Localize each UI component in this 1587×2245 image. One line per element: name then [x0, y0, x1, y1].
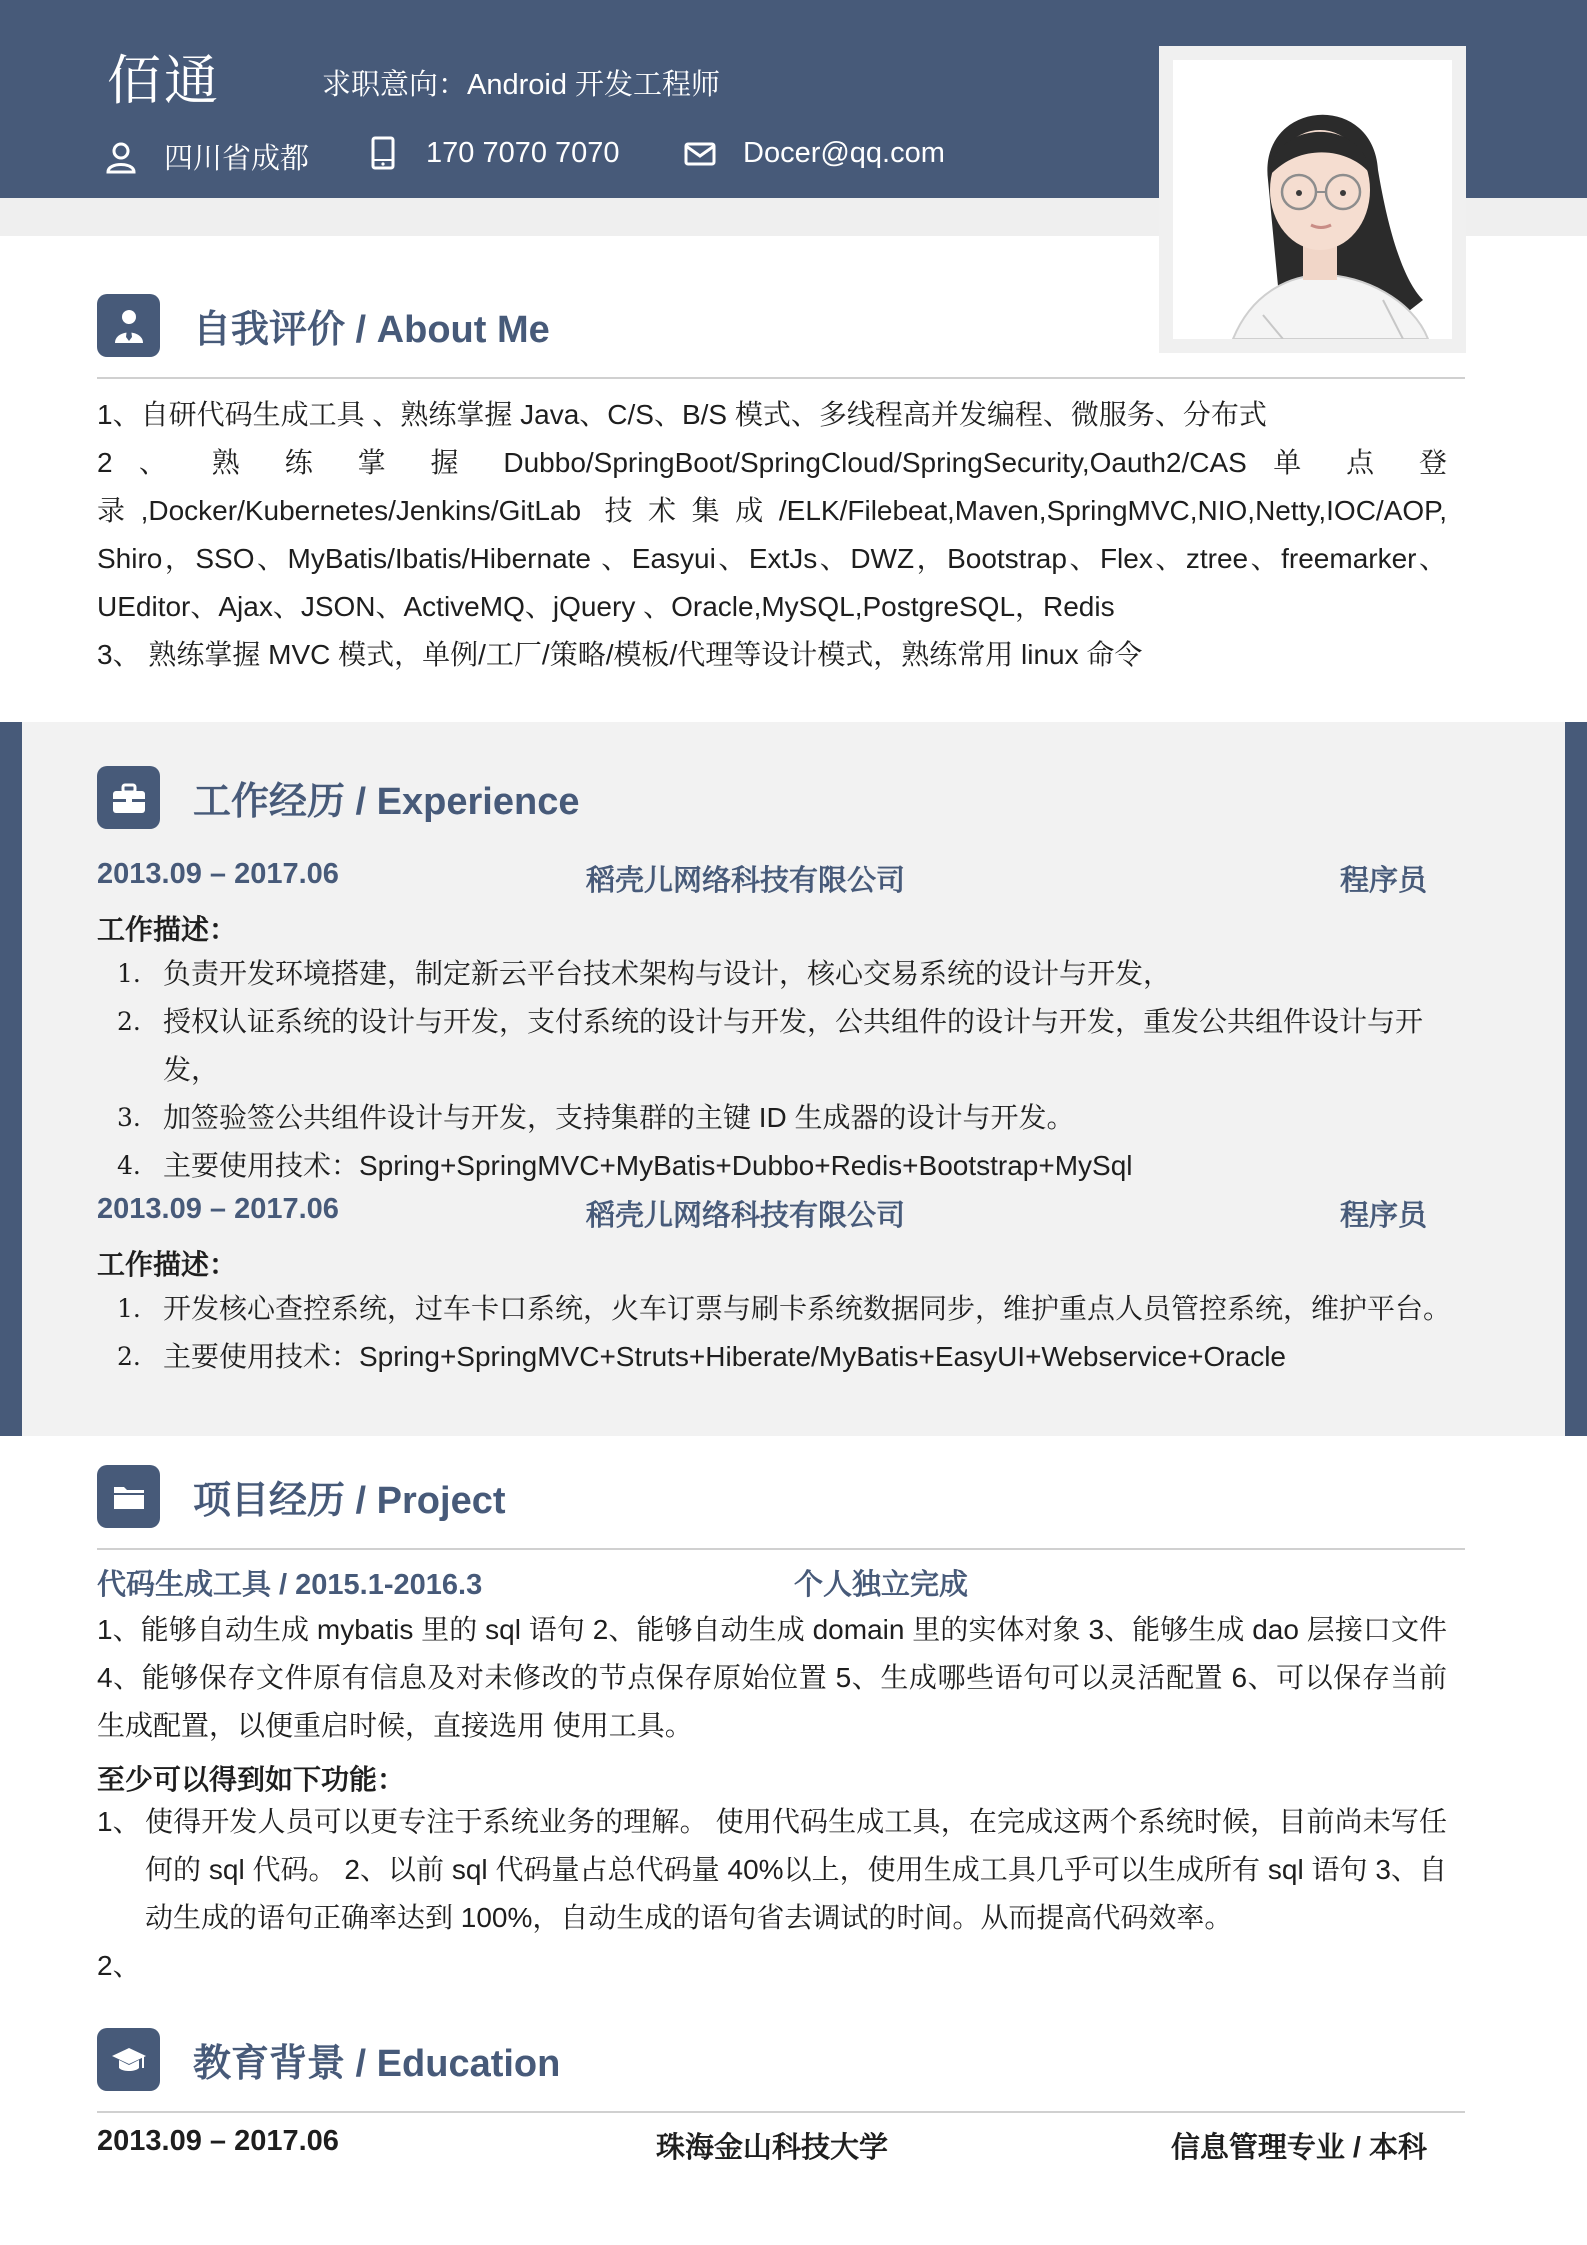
job-period: 2013.09 – 2017.06 — [97, 858, 339, 890]
list-item: 1. 负责开发环境搭建，制定新云平台技术架构与设计，核心交易系统的设计与开发， — [117, 958, 1172, 989]
location-text: 四川省成都 — [164, 143, 310, 175]
candidate-name: 佰通 — [107, 51, 221, 111]
phone-text: 170 7070 7070 — [426, 136, 620, 169]
section-title-experience: 工作经历 / Experience — [193, 781, 580, 823]
project-gain-label: 至少可以得到如下功能： — [97, 1764, 406, 1795]
contact-location — [104, 136, 309, 177]
job-intent: 求职意向：Android 开发工程师 — [322, 69, 721, 101]
job-company: 稻壳儿网络科技有限公司 — [586, 1200, 906, 1232]
edu-major: 信息管理专业 / 本科 — [1170, 2132, 1427, 2164]
about-line-5: UEditor、Ajax、JSON、ActiveMQ、jQuery 、Oracle,MySQL,PostgreSQL，Redis — [97, 591, 1115, 622]
job-header — [97, 1193, 1427, 1237]
project-name-period: 代码生成工具 / 2015.1-2016.3 — [97, 1569, 483, 1601]
about-line-1: 1、自研代码生成工具 、熟练掌握 Java、C/S、B/S 模式、多线程高并发编程、微服务、分布式 — [97, 399, 1267, 430]
band-accent-right — [1565, 722, 1587, 1436]
user-tie-icon — [97, 294, 160, 357]
job-period: 2013.09 – 2017.06 — [97, 1193, 339, 1225]
section-title-project: 项目经历 / Project — [193, 1480, 506, 1522]
divider — [97, 2111, 1465, 2113]
job-duties — [97, 1285, 1457, 1381]
avatar — [1173, 60, 1452, 339]
divider — [97, 1548, 1465, 1550]
job-duties — [97, 950, 1457, 1190]
education-row — [97, 2125, 1427, 2169]
project-gain-2: 2、 — [97, 1950, 141, 1981]
job-header — [97, 858, 1427, 902]
job-company: 稻壳儿网络科技有限公司 — [586, 865, 906, 897]
section-title-education: 教育背景 / Education — [193, 2043, 561, 2085]
project-description: 1、能够自动生成 mybatis 里的 sql 语句 2、能够自动生成 domain 里的实体对象 3、能够生成 dao 层接口文件 4、能够保存文件原有信息及对未修改的节点保存原始位置 5、生成哪些语句可以灵活配置 6、可以保存当前生成配置，以便重启时候，直接选用 使用工具。 — [97, 1614, 1447, 1741]
about-line-6: 3、 熟练掌握 MVC 模式，单例/工厂/策略/模板/代理等设计模式，熟练常用 linux 命令 — [97, 639, 1143, 670]
divider — [97, 377, 1465, 379]
list-item: 4. 主要使用技术：Spring+SpringMVC+MyBatis+Dubbo+Redis+Bootstrap+MySql — [117, 1150, 1133, 1181]
contact-phone — [366, 136, 620, 170]
job-desc-label: 工作描述： — [97, 1249, 238, 1280]
mail-icon — [683, 136, 717, 170]
briefcase-icon — [97, 766, 160, 829]
person-icon — [104, 140, 138, 174]
project-gain-list — [97, 1798, 1447, 1942]
contact-email — [683, 136, 945, 170]
list-item: 2. 授权认证系统的设计与开发，支付系统的设计与开发，公共组件的设计与开发，重发公共组件设计与开发， — [117, 1006, 1424, 1085]
edu-period: 2013.09 – 2017.06 — [97, 2125, 339, 2157]
edu-school: 珠海金山科技大学 — [656, 2132, 889, 2164]
project-header — [97, 1562, 1427, 1606]
about-line-2: 2 、 熟 练 掌 握 Dubbo/SpringBoot/SpringCloud/SpringSecurity,Oauth2/CAS 单 点 登 — [97, 447, 1447, 478]
list-item: 3. 加签验签公共组件设计与开发，支持集群的主键 ID 生成器的设计与开发。 — [117, 1102, 1075, 1133]
graduation-cap-icon — [97, 2028, 160, 2091]
band-accent-left — [0, 722, 22, 1436]
folder-icon — [97, 1465, 160, 1528]
photo-frame — [1159, 46, 1466, 353]
list-item: 1、 使得开发人员可以更专注于系统业务的理解。 使用代码生成工具，在完成这两个系统时候，目前尚未写任何的 sql 代码。 2、以前 sql 代码量占总代码量 40%以上，使用生成工具几乎可以生成所有 sql 语句 3、自动生成的语句正确率达到 100%，自动生成的语句省去调试的时间。从而提高代码效率。 — [97, 1806, 1447, 1933]
project-mode: 个人独立完成 — [794, 1569, 969, 1601]
list-item: 1. 开发核心查控系统，过车卡口系统，火车订票与刷卡系统数据同步，维护重点人员管控系统，维护平台。 — [117, 1293, 1452, 1324]
phone-icon — [366, 136, 400, 170]
about-line-4: Shiro，SSO、MyBatis/Ibatis/Hibernate 、Easyui、ExtJs、DWZ，Bootstrap、Flex、ztree、freemarker、 — [97, 543, 1447, 574]
about-line-3: 录,Docker/Kubernetes/Jenkins/GitLab 技术集成/ELK/Filebeat,Maven,SpringMVC,NIO,Netty,IOC/AOP, — [97, 495, 1447, 526]
job-role: 程序员 — [1339, 1200, 1427, 1232]
section-title-about: 自我评价 / About Me — [193, 309, 550, 351]
email-text[interactable]: Docer@qq.com — [743, 136, 945, 169]
job-desc-label: 工作描述： — [97, 914, 238, 945]
list-item: 2. 主要使用技术：Spring+SpringMVC+Struts+Hiberate/MyBatis+EasyUI+Webservice+Oracle — [117, 1341, 1286, 1372]
job-role: 程序员 — [1339, 865, 1427, 897]
